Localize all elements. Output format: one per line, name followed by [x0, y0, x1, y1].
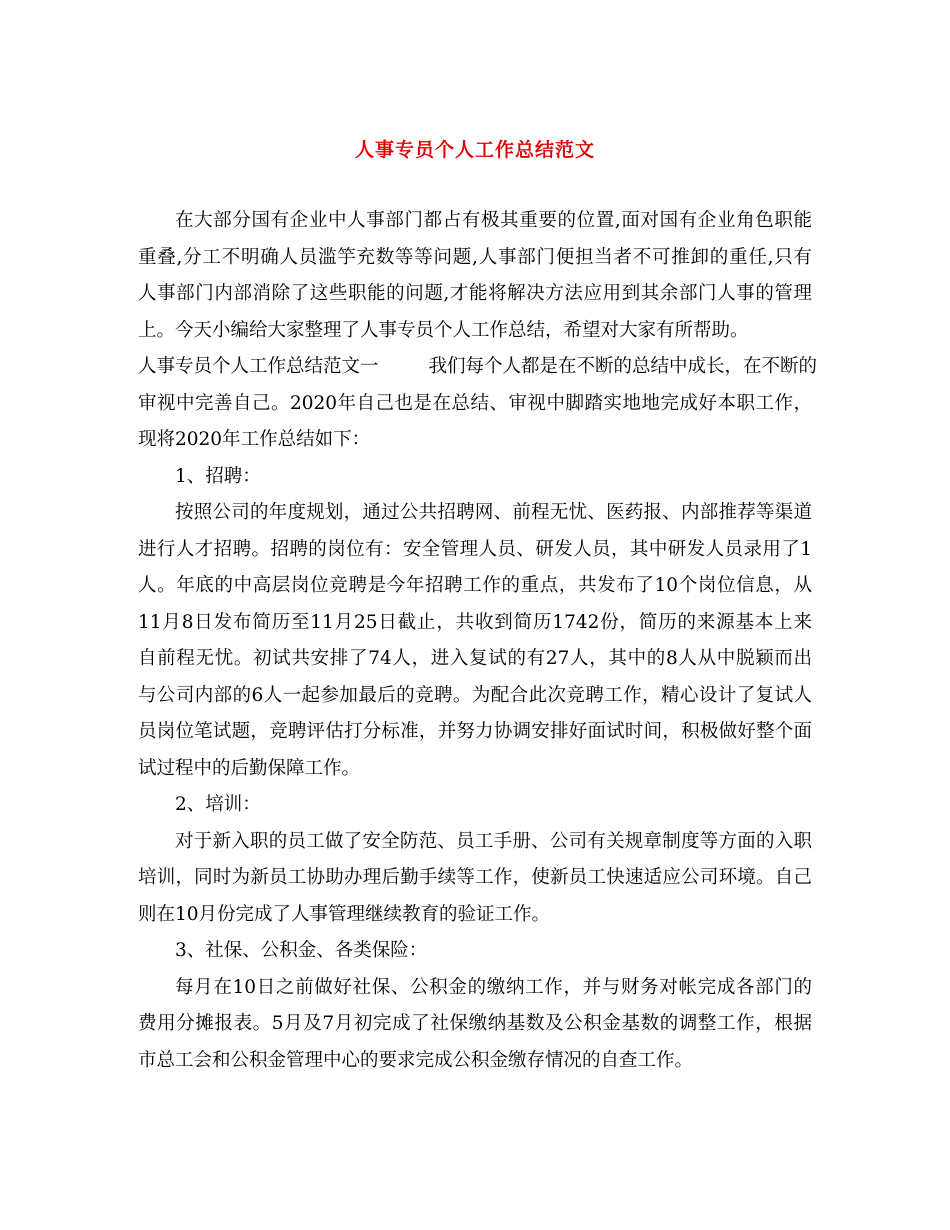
paragraph-line: 在大部分国有企业中人事部门都占有极其重要的位置,面对国有企业角色职能 — [175, 210, 812, 231]
item-heading-insurance: 3、社保、公积金、各类保险： — [175, 940, 428, 961]
paragraph-line: 进行人才招聘。招聘的岗位有：安全管理人员、研发人员，其中研发人员录用了1 — [138, 538, 812, 560]
paragraph-line: 每月在10日之前做好社保、公积金的缴纳工作，并与财务对帐完成各部门的 — [175, 976, 812, 998]
section-heading-line — [138, 349, 818, 386]
paragraph-line: 员岗位笔试题，竞聘评估打分标准，并努力协调安排好面试时间，积极做好整个面 — [138, 721, 812, 742]
paragraph-line: 对于新入职的员工做了安全防范、员工手册、公司有关规章制度等方面的入职 — [175, 830, 812, 852]
item-heading-training: 2、培训： — [175, 794, 261, 815]
paragraph-line: 重叠,分工不明确人员滥竽充数等等问题,人事部门便担当者不可推卸的重任,只有 — [138, 246, 812, 268]
paragraph-line: 人。年底的中高层岗位竞聘是今年招聘工作的重点，共发布了10个岗位信息，从 — [138, 575, 812, 596]
paragraph-line: 市总工会和公积金管理中心的要求完成公积金缴存情况的自查工作。 — [138, 1049, 694, 1071]
paragraph-line: 上。今天小编给大家整理了人事专员个人工作总结，希望对大家有所帮助。 — [138, 319, 749, 341]
paragraph-line: 则在10月份完成了人事管理继续教育的验证工作。 — [138, 903, 551, 925]
paragraph-line: 培训，同时为新员工协助办理后勤手续等工作，使新员工快速适应公司环境。自己 — [138, 867, 812, 888]
paragraph-line: 试过程中的后勤保障工作。 — [138, 757, 361, 779]
paragraph-line: 审视中完善自己。2020年自己也是在总结、审视中脚踏实地地完成好本职工作， — [138, 392, 812, 414]
paragraph-line: 11月8日发布简历至11月25日截止，共收到简历1742份，简历的来源基本上来 — [138, 611, 812, 633]
document-title: 人事专员个人工作总结范文 — [354, 139, 595, 161]
document-body — [138, 203, 818, 1079]
item-heading-recruitment: 1、招聘： — [175, 465, 261, 487]
paragraph-line: 自前程无忧。初试共安排了74人，进入复试的有27人，其中的8人从中脱颖而出 — [138, 648, 812, 669]
paragraph-line: 现将2020年工作总结如下： — [138, 429, 371, 450]
opening-line-first: 我们每个人都是在不断的总结中成长，在不断的 — [428, 356, 818, 377]
paragraph-line: 与公司内部的6人一起参加最后的竞聘。为配合此次竞聘工作，精心设计了复试人 — [138, 684, 812, 706]
paragraph-line: 费用分摊报表。5月及7月初完成了社保缴纳基数及公积金基数的调整工作，根据 — [138, 1013, 812, 1034]
paragraph-line: 按照公司的年度规划，通过公共招聘网、前程无忧、医药报、内部推荐等渠道 — [175, 502, 812, 523]
section-heading: 人事专员个人工作总结范文一 — [138, 356, 379, 377]
paragraph-line: 人事部门内部消除了这些职能的问题,才能将解决方法应用到其余部门人事的管理 — [138, 283, 812, 304]
